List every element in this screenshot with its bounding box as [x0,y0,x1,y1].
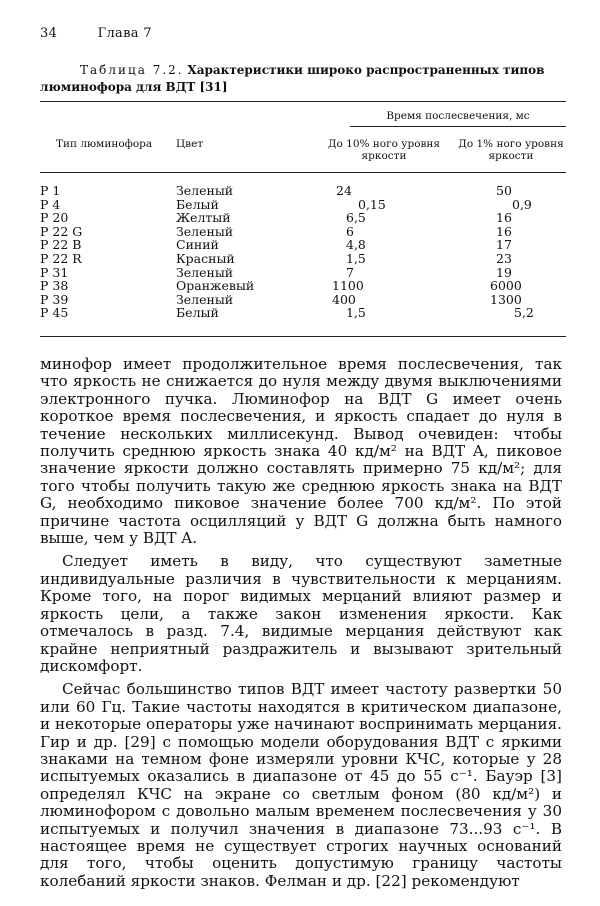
table-cell-color: Зеленый [176,264,234,280]
table-cell-10pct: 1,5 [346,250,366,266]
table-cell-10pct: 400 [332,291,356,307]
table-header-10pct-line2: яркости [361,150,407,162]
table-cell-color: Зеленый [176,223,234,239]
table-column-color [176,184,254,320]
table-cell-1pct: 6000 [490,278,522,294]
table-cell-10pct: 4,8 [346,237,366,253]
table-cell-type: P 1 [40,183,61,198]
table-cell-color: Желтый [176,210,231,226]
table-header-10pct-line1: До 10% ного уровня [327,138,441,150]
table-header-color: Цвет [176,138,204,150]
table-cell-color: Оранжевый [176,278,255,294]
table-cell-1pct: 19 [496,264,512,280]
table-cell-1pct: 16 [496,210,512,226]
table-cell-1pct: 5,2 [514,305,534,321]
table-cell-10pct: 6 [346,223,354,239]
table-header-type: Тип люминофора [56,138,153,150]
table-cell-color: Белый [176,305,219,321]
table-top-rule [40,101,566,102]
table-cell-1pct: 50 [496,183,512,198]
page-number: 34 [40,26,58,41]
table-cell-color: Белый [176,196,219,212]
table-cell-color: Зеленый [176,291,234,307]
table-header-10pct [318,138,450,162]
table-caption-label: Таблица 7.2. [80,63,184,77]
table-cell-10pct: 1,5 [346,305,366,321]
table-column-type [40,184,82,320]
table-cell-1pct: 0,9 [512,196,532,212]
table-caption [40,62,570,96]
table-cell-type: P 38 [40,278,69,294]
table-cell-type: P 20 [40,210,69,226]
table-header-1pct [452,138,570,162]
table-cell-type: P 39 [40,291,69,307]
table-cell-1pct: 23 [496,250,512,266]
table-cell-10pct: 1100 [332,278,364,294]
table-cell-color: Красный [176,250,235,266]
table-cell-1pct: 16 [496,223,512,239]
table-caption-title-line2: люминофора для ВДТ [31] [40,80,228,94]
table-cell-type: P 45 [40,305,69,321]
chapter-title: Глава 7 [97,26,152,41]
table-cell-type: P 22 G [40,223,83,239]
paragraph: Сейчас большинство типов ВДТ имеет частоту развертки 50 или 60 Гц. Такие частоты находятся в критическом диапазоне, и некоторые операторы уже начинают воспринимать мерцания. Гир и др. [29] с помощью модели оборудования ВДТ с яркими знаками на темном фоне измеряли уровни КЧС, которые у 28 испытуемых оказались в диапазоне от 45 до 55 с⁻¹. Бауэр [3] определял КЧС на экране со светлым фоном (80 кд/м²) и люминофором с довольно малым временем послесвечения у 30 испытуемых и получил значения в диапазоне 73...93 с⁻¹. В настоящее время не существует строгих научных оснований для того, чтобы оценить допустимую границу частоты колебаний яркости знаков. Фелман и др. [22] рекомендуют [40,680,562,890]
table-cell-type: P 4 [40,196,61,212]
table-cell-10pct: 6,5 [346,210,366,226]
table-group-header: Время послесвечения, мс [386,110,530,122]
table-column-1pct [490,184,534,320]
table-header-rule [40,172,566,173]
body-text [40,356,562,890]
table-cell-color: Синий [176,237,219,253]
table-bottom-rule [40,336,566,337]
table-header-1pct-line1: До 1% ного уровня [458,138,564,150]
table-cell-10pct: 24 [336,183,352,198]
running-header [40,26,152,41]
table-column-10pct [332,184,386,320]
paragraph: минофор имеет продолжительное время послесвечения, так что яркость не снижается до нуля между двумя выключениями электронного пучка. Люминофор на ВДТ G имеет очень короткое время послесвечения, и яркость спадает до нуля в течение нескольких миллисекунд. Вывод очевиден: чтобы получить среднюю яркость знака 40 кд/м² на ВДТ A, пиковое значение яркости должно составлять примерно 75 кд/м²; для того чтобы получить такую же среднюю яркость знака на ВДТ G, необходимо пиковое значение более 700 кд/м². По этой причине частота осцилляций у ВДТ G должна быть намного выше, чем у ВДТ A. [40,355,562,548]
table-cell-1pct: 17 [496,237,512,253]
table-cell-10pct: 0,15 [358,196,386,212]
table-caption-title-line1: Характеристики широко распространенных типов [187,63,545,77]
paragraph: Следует иметь в виду, что существуют заметные индивидуальные различия в чувствительности к мерцаниям. Кроме того, на порог видимых мерцаний влияют размер и яркость цели, а также закон изменения яркости. Как отмечалось в разд. 7.4, видимые мерцания действуют как крайне неприятный раздражитель и вызывают зрительный дискомфорт. [40,552,562,675]
table-cell-10pct: 7 [346,264,354,280]
table-cell-type: P 22 B [40,237,82,253]
table-group-rule [350,126,566,127]
table-cell-1pct: 1300 [490,291,522,307]
table-header-1pct-line2: яркости [488,150,534,162]
table-cell-type: P 31 [40,264,69,280]
table-cell-type: P 22 R [40,250,82,266]
table-cell-color: Зеленый [176,183,234,198]
